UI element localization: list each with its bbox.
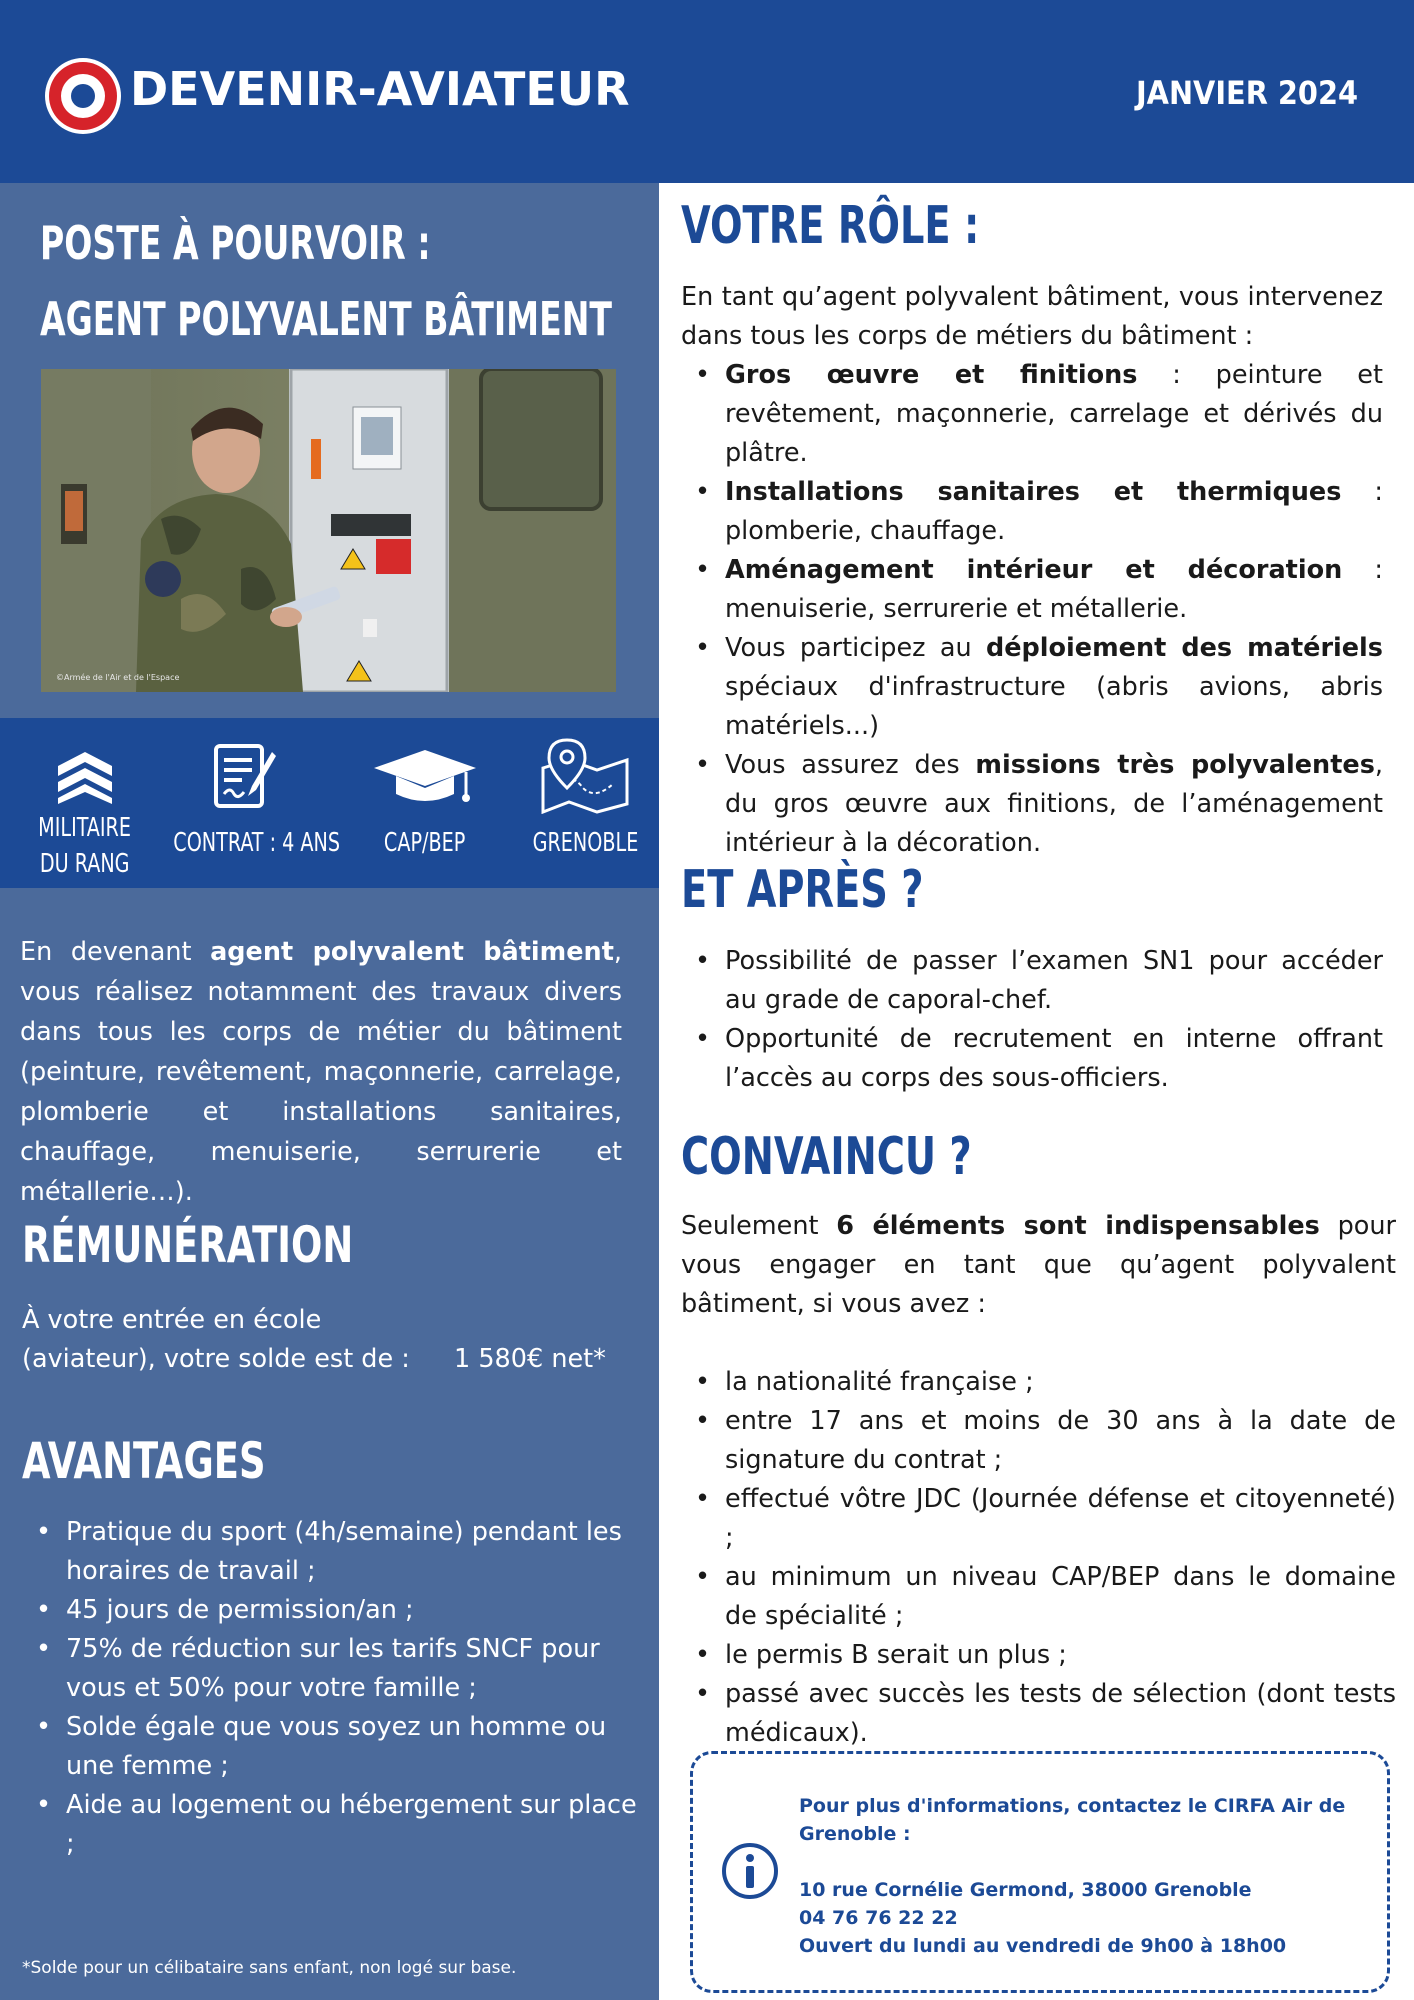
remuneration-amount: 1 580€ net*: [454, 1344, 606, 1374]
role-intro: En tant qu’agent polyvalent bâtiment, vous intervenez dans tous les corps de métiers du bâtiment :: [681, 282, 1383, 351]
brand-title: DEVENIR-AVIATEUR: [130, 62, 630, 116]
fact-diploma-label: CAP/BEP: [384, 828, 466, 858]
contact-phone[interactable]: 04 76 76 22 22: [799, 1907, 958, 1929]
contract-document-icon: [212, 742, 278, 812]
info-icon: [721, 1842, 779, 1900]
list-item: • 45 jours de permission/an ;: [22, 1591, 637, 1630]
requirements-list: [681, 1363, 1396, 1753]
list-item: • Vous assurez des missions très polyvalentes, du gros œuvre aux finitions, de l’aménagement intérieur à la décoration.: [681, 746, 1383, 863]
list-item: • le permis B serait un plus ;: [681, 1636, 1396, 1675]
list-item: • passé avec succès les tests de sélection (dont tests médicaux).: [681, 1675, 1396, 1753]
fact-rank: [10, 718, 160, 888]
intro-paragraph: En devenant agent polyvalent bâtiment, vous réalisez notamment des travaux divers dans tous les corps de métier du bâtiment (peinture, revêtement, maçonnerie, carrelage, plomberie et installations sanitaires, chauffage, menuiserie, serrurerie et métallerie…).: [20, 937, 622, 1207]
list-item: • entre 17 ans et moins de 30 ans à la date de signature du contrat ;: [681, 1402, 1396, 1480]
fact-location-label: GRENOBLE: [532, 828, 638, 858]
avantages-heading: AVANTAGES: [22, 1432, 266, 1490]
remuneration-line1: À votre entrée en école: [22, 1305, 322, 1335]
header: [0, 0, 1414, 183]
list-item: • Pratique du sport (4h/semaine) pendant les horaires de travail ;: [22, 1513, 637, 1591]
fact-diploma: [350, 718, 500, 888]
remuneration-heading: RÉMUNÉRATION: [22, 1216, 354, 1274]
convaincu-heading: CONVAINCU ?: [681, 1127, 972, 1187]
graduation-cap-icon: [370, 746, 480, 808]
post-title-line1: POSTE À POURVOIR :: [40, 216, 431, 270]
list-item: • au minimum un niveau CAP/BEP dans le domaine de spécialité ;: [681, 1558, 1396, 1636]
list-item: • Possibilité de passer l’examen SN1 pour accéder au grade de caporal-chef.: [681, 942, 1383, 1020]
list-item: • la nationalité française ;: [681, 1363, 1396, 1402]
fact-location: [510, 718, 660, 888]
roundel-logo-icon: [44, 57, 122, 135]
job-facts-band: [0, 718, 659, 888]
job-photo: [41, 369, 616, 692]
map-pin-icon: [539, 738, 631, 814]
publication-date: JANVIER 2024: [1135, 74, 1358, 112]
fact-rank-line2: DU RANG: [40, 849, 130, 879]
list-item: • Gros œuvre et finitions : peinture et revêtement, maçonnerie, carrelage et dérivés du plâtre.: [681, 356, 1383, 473]
list-item: • effectué vôtre JDC (Journée défense et citoyenneté) ;: [681, 1480, 1396, 1558]
fact-rank-line1: MILITAIRE: [38, 813, 132, 843]
contact-box: [690, 1751, 1390, 1993]
photo-credit: ©Armée de l'Air et de l'Espace: [56, 673, 180, 682]
list-item: • Aménagement intérieur et décoration : menuiserie, serrurerie et métallerie.: [681, 551, 1383, 629]
list-item: • Opportunité de recrutement en interne offrant l’accès au corps des sous-officiers.: [681, 1020, 1383, 1098]
list-item: • 75% de réduction sur les tarifs SNCF pour vous et 50% pour votre famille ;: [22, 1630, 637, 1708]
convaincu-intro: Seulement 6 éléments sont indispensables pour vous engager en tant que qu’agent polyvalent bâtiment, si vous avez :: [681, 1211, 1396, 1319]
avantages-list: [22, 1513, 637, 1864]
list-item: • Vous participez au déploiement des matériels spéciaux d'infrastructure (abris avions, abris matériels...): [681, 629, 1383, 746]
remuneration-line2: (aviateur), votre solde est de :: [22, 1344, 410, 1374]
contact-hours: Ouvert du lundi au vendredi de 9h00 à 18h00: [799, 1935, 1287, 1957]
list-item: • Solde égale que vous soyez un homme ou une femme ;: [22, 1708, 637, 1786]
apres-heading: ET APRÈS ?: [681, 860, 924, 920]
chevron-rank-icon: [54, 748, 116, 804]
fact-contract: [155, 718, 341, 888]
apres-list: [681, 942, 1383, 1098]
role-heading: VOTRE RÔLE :: [681, 196, 980, 256]
fact-contract-label: CONTRAT : 4 ANS: [173, 828, 341, 858]
footnote: *Solde pour un célibataire sans enfant, non logé sur base.: [22, 1958, 517, 1978]
contact-address: 10 rue Cornélie Germond, 38000 Grenoble: [799, 1879, 1252, 1901]
list-item: • Aide au logement ou hébergement sur place ;: [22, 1786, 637, 1864]
photo-illustration: [41, 369, 616, 692]
list-item: • Installations sanitaires et thermiques : plomberie, chauffage.: [681, 473, 1383, 551]
post-title-line2: AGENT POLYVALENT BÂTIMENT: [40, 292, 612, 346]
contact-intro: Pour plus d'informations, contactez le CIRFA Air de Grenoble :: [799, 1795, 1346, 1845]
role-list: [681, 356, 1383, 863]
contact-text: [799, 1792, 1369, 1960]
